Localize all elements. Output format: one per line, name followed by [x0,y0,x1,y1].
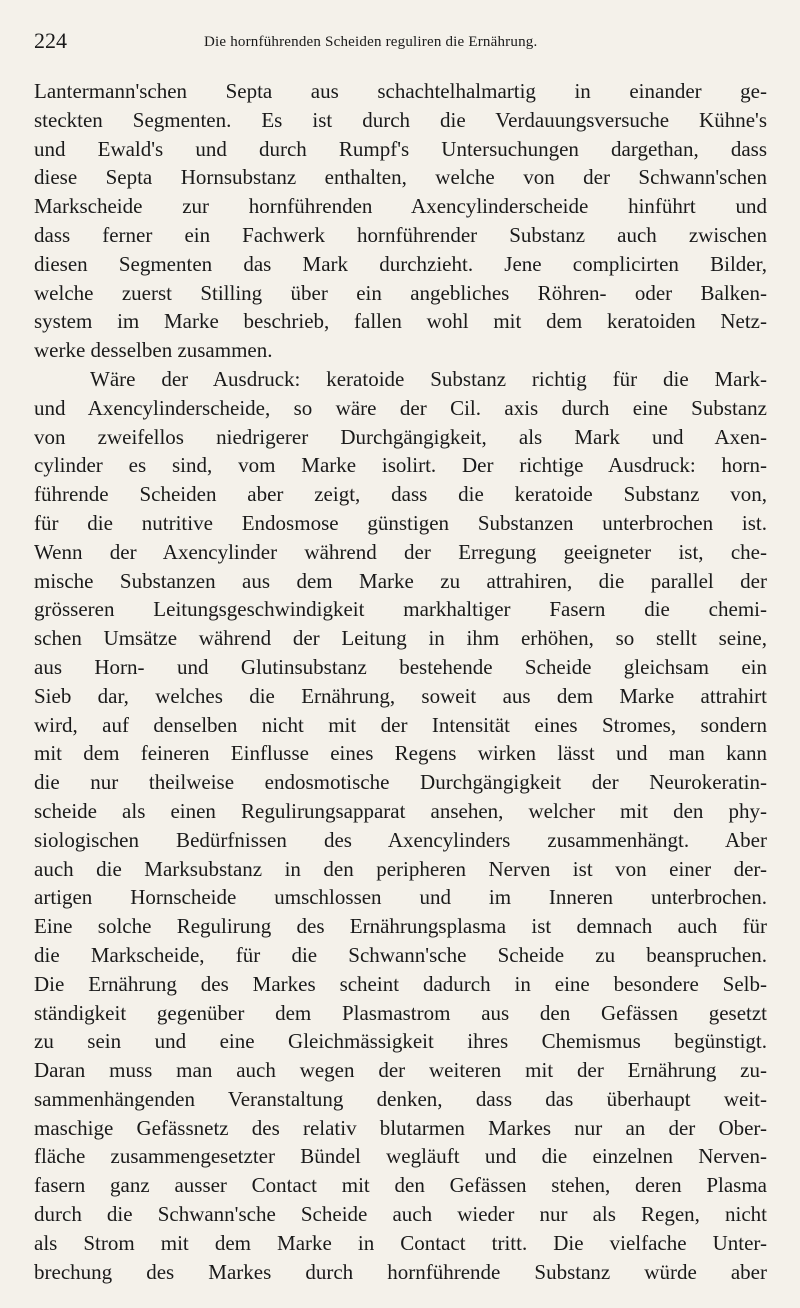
text-line: Wenn der Axencylinder während der Erregung geeigneter ist, che- [34,539,767,564]
text-line: schen Umsätze während der Leitung in ihm erhöhen, so stellt seine, [34,626,767,651]
text-line: grösseren Leitungsgeschwindigkeit markhaltiger Fasern die chemi- [34,597,767,622]
text-line: und Axencylinderscheide, so wäre der Cil. axis durch eine Substanz [34,395,767,420]
text-line: cylinder es sind, vom Marke isolirt. Der richtige Ausdruck: horn- [34,453,767,478]
page-header [34,28,766,58]
body-text [34,77,767,1286]
text-line: steckten Segmenten. Es ist durch die Verdauungsversuche Kühne's [34,107,767,132]
text-line: siologischen Bedürfnissen des Axencylinders zusammenhängt. Aber [34,827,767,852]
text-line: mische Substanzen aus dem Marke zu attrahiren, die parallel der [34,568,767,593]
text-line: artigen Hornscheide umschlossen und im Inneren unterbrochen. [34,885,767,910]
text-line: Sieb dar, welches die Ernährung, soweit aus dem Marke attrahirt [34,683,767,708]
text-line: von zweifellos niedrigerer Durchgängigkeit, als Mark und Axen- [34,424,767,449]
text-line: für die nutritive Endosmose günstigen Substanzen unterbrochen ist. [34,510,767,535]
text-line: mit dem feineren Einflusse eines Regens wirken lässt und man kann [34,741,767,766]
text-line: maschige Gefässnetz des relativ blutarmen Markes nur an der Ober- [34,1115,767,1140]
text-line: durch die Schwann'sche Scheide auch wieder nur als Regen, nicht [34,1202,767,1227]
text-line: auch die Marksubstanz in den peripheren Nerven ist von einer der- [34,856,767,881]
text-line: Eine solche Regulirung des Ernährungsplasma ist demnach auch für [34,914,767,939]
text-line: fasern ganz ausser Contact mit den Gefässen stehen, deren Plasma [34,1173,767,1198]
text-line: scheide als einen Regulirungsapparat ansehen, welcher mit den phy- [34,798,767,823]
text-line: diese Septa Hornsubstanz enthalten, welche von der Schwann'schen [34,165,767,190]
text-line: ständigkeit gegenüber dem Plasmastrom aus den Gefässen gesetzt [34,1000,767,1025]
text-line: sammenhängenden Veranstaltung denken, dass das überhaupt weit- [34,1086,767,1111]
text-line: brechung des Markes durch hornführende Substanz würde aber [34,1259,767,1284]
text-line: system im Marke beschrieb, fallen wohl mit dem keratoiden Netz- [34,309,767,334]
text-line: dass ferner ein Fachwerk hornführender Substanz auch zwischen [34,222,767,247]
paragraph-start-line: Wäre der Ausdruck: keratoide Substanz richtig für die Mark- [90,366,767,391]
text-line: Die Ernährung des Markes scheint dadurch in eine besondere Selb- [34,971,767,996]
page-number: 224 [34,28,67,53]
text-line: die Markscheide, für die Schwann'sche Scheide zu beanspruchen. [34,942,767,967]
text-line: aus Horn- und Glutinsubstanz bestehende Scheide gleichsam ein [34,654,767,679]
text-line: die nur theilweise endosmotische Durchgängigkeit der Neurokeratin- [34,770,767,795]
text-line: Markscheide zur hornführenden Axencylinderscheide hinführt und [34,194,767,219]
text-line: fläche zusammengesetzter Bündel wegläuft und die einzelnen Nerven- [34,1144,767,1169]
text-line: diesen Segmenten das Mark durchzieht. Jene complicirten Bilder, [34,251,767,276]
text-line: zu sein und eine Gleichmässigkeit ihres Chemismus begünstigt. [34,1029,767,1054]
text-line: werke desselben zusammen. [34,338,273,363]
text-line: wird, auf denselben nicht mit der Intensität eines Stromes, sondern [34,712,767,737]
text-line: Daran muss man auch wegen der weiteren mit der Ernährung zu- [34,1058,767,1083]
text-line: welche zuerst Stilling über ein angebliches Röhren- oder Balken- [34,280,767,305]
text-line: Lantermann'schen Septa aus schachtelhalmartig in einander ge- [34,79,767,103]
text-line: führende Scheiden aber zeigt, dass die keratoide Substanz von, [34,482,767,507]
text-line: als Strom mit dem Marke in Contact tritt. Die vielfache Unter- [34,1230,767,1255]
running-title: Die hornführenden Scheiden reguliren die Ernährung. [204,34,538,50]
text-line: und Ewald's und durch Rumpf's Untersuchungen dargethan, dass [34,136,767,161]
